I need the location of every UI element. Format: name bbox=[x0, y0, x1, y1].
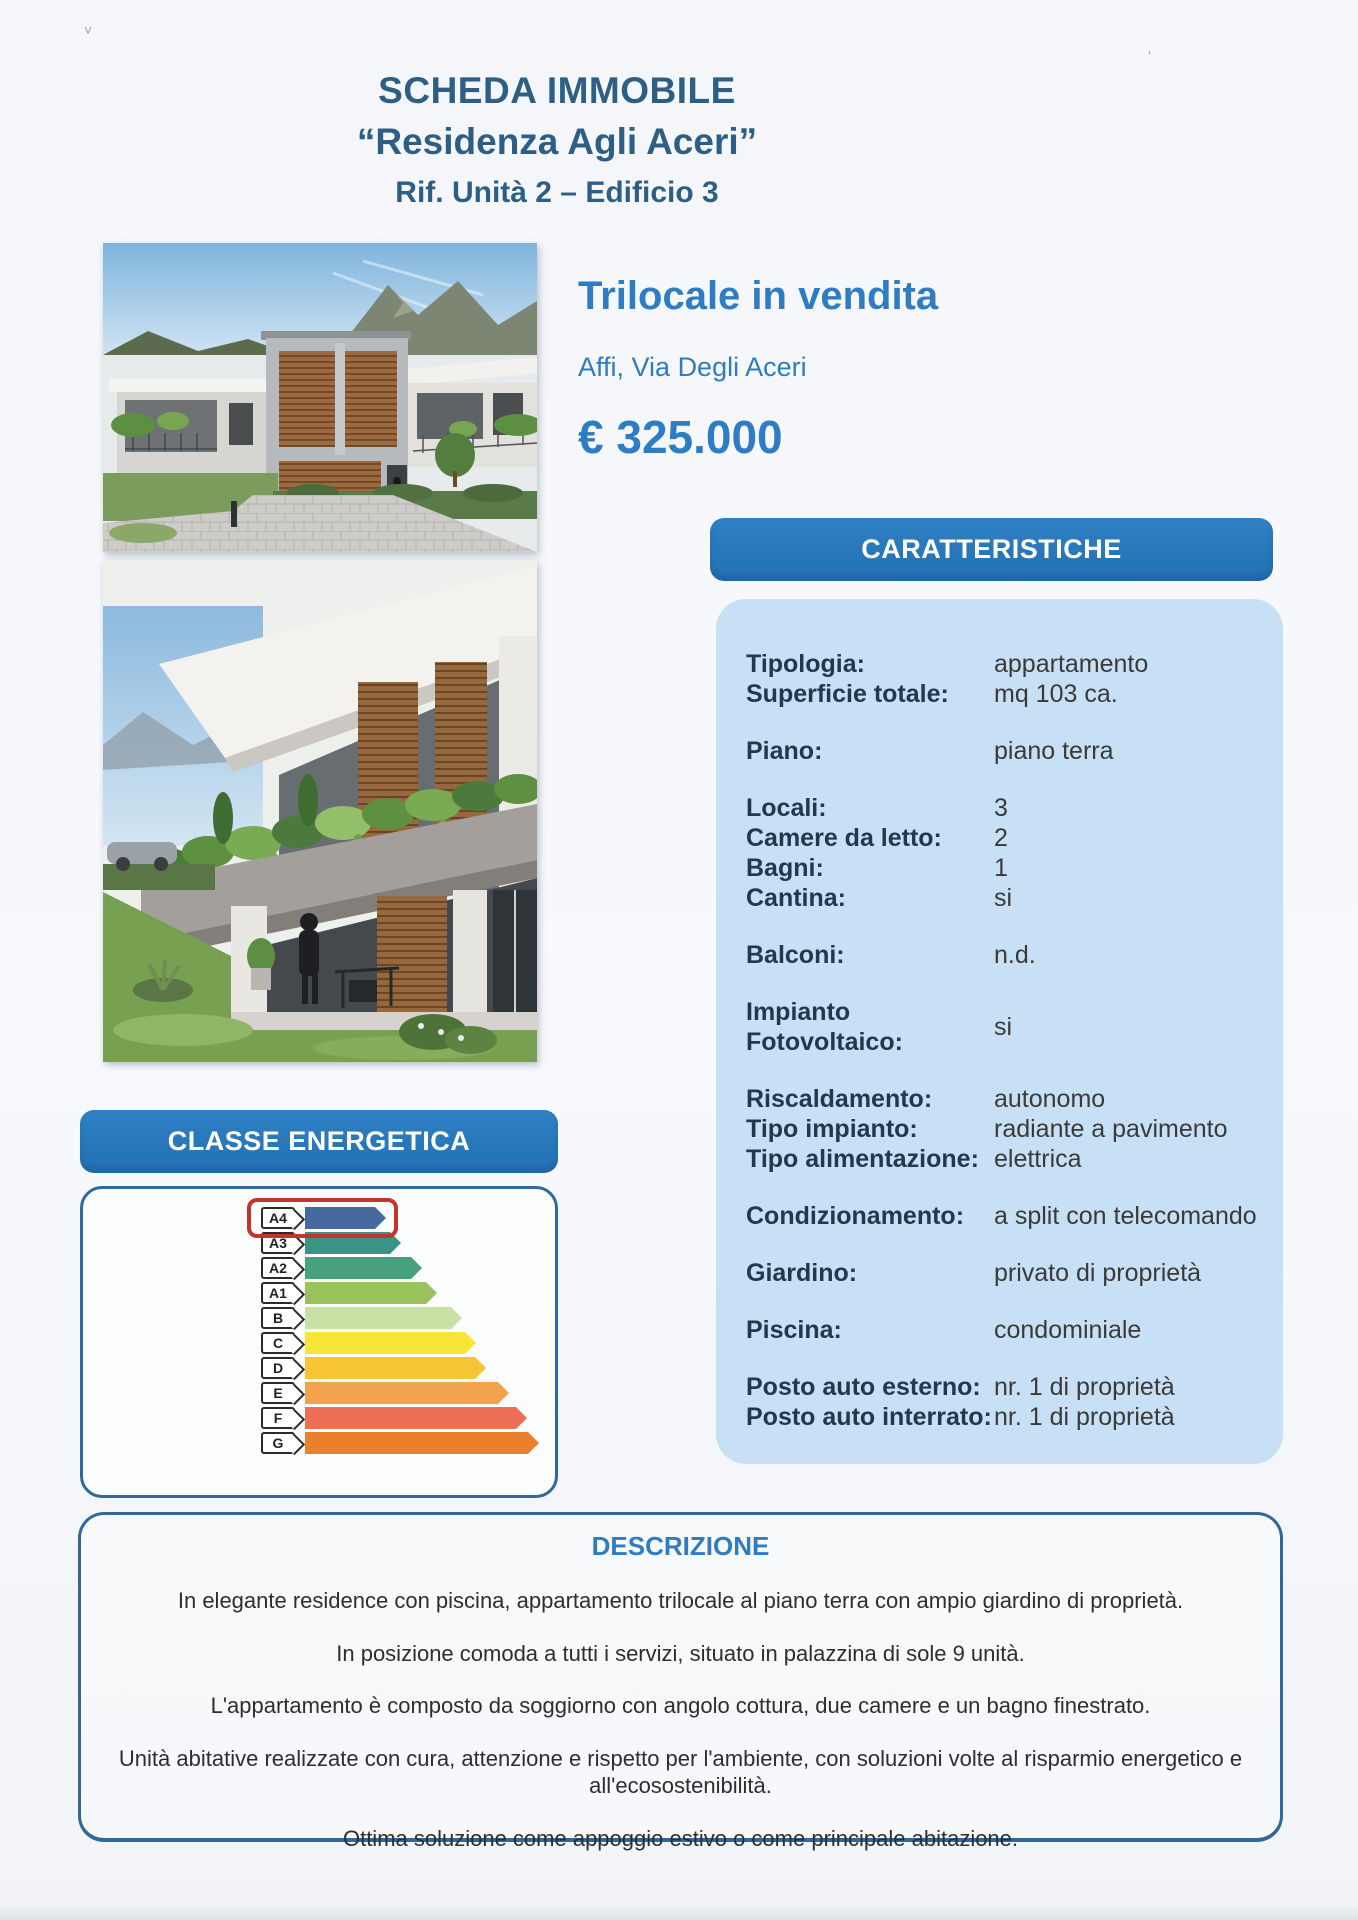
bollard bbox=[231, 501, 237, 527]
energy-class-letter: A4 bbox=[261, 1207, 295, 1229]
energy-class-bar bbox=[305, 1432, 539, 1454]
characteristic-label: Bagni: bbox=[746, 854, 824, 882]
energy-class-bar bbox=[305, 1357, 486, 1379]
scan-artifact: ʻ bbox=[1148, 48, 1152, 64]
characteristic-value: 3 bbox=[994, 794, 1008, 822]
description-paragraphs bbox=[81, 1587, 1280, 1852]
characteristics-group bbox=[746, 1315, 1267, 1345]
characteristic-label: Camere da letto: bbox=[746, 824, 942, 852]
property-photo-exterior bbox=[103, 243, 537, 552]
small-tree-trunk bbox=[453, 471, 457, 487]
characteristic-label: Condizionamento: bbox=[746, 1202, 965, 1230]
characteristics-group bbox=[746, 997, 1267, 1057]
energy-class-bar bbox=[305, 1307, 462, 1329]
energy-class-bar bbox=[305, 1282, 437, 1304]
characteristic-value: autonomo bbox=[994, 1085, 1106, 1113]
characteristics-group bbox=[746, 736, 1267, 766]
characteristic-value: elettrica bbox=[994, 1145, 1082, 1173]
characteristic-row bbox=[746, 823, 1267, 853]
energy-class-row-b bbox=[261, 1307, 539, 1329]
lawn-light-patch bbox=[113, 1014, 253, 1046]
characteristic-value: piano terra bbox=[994, 737, 1114, 765]
scan-edge-shadow bbox=[0, 1904, 1358, 1920]
characteristic-row bbox=[746, 853, 1267, 883]
characteristic-value: appartamento bbox=[994, 650, 1149, 678]
characteristic-label: Tipo alimentazione: bbox=[746, 1145, 979, 1173]
description-box bbox=[78, 1512, 1283, 1851]
characteristic-row bbox=[746, 736, 1267, 766]
page-subtitle: “Residenza Agli Aceri” bbox=[356, 121, 758, 162]
description-paragraph: Unità abitative realizzate con cura, attenzione e rispetto per l'ambiente, con soluzioni volte al risparmio energetico e all'ecosostenibilità. bbox=[118, 1745, 1243, 1798]
energy-class-bar bbox=[305, 1257, 422, 1279]
energy-class-row-f bbox=[261, 1407, 539, 1429]
description-header: DESCRIZIONE bbox=[591, 1531, 770, 1561]
characteristics-group bbox=[746, 793, 1267, 913]
characteristics-group bbox=[746, 1084, 1267, 1174]
characteristics-group bbox=[746, 1201, 1267, 1231]
characteristic-value: nr. 1 di proprietà bbox=[994, 1403, 1175, 1431]
title-block bbox=[0, 70, 1114, 210]
energy-class-letter: E bbox=[261, 1382, 295, 1404]
description-paragraph: L'appartamento è composto da soggiorno con angolo cottura, due camere e un bagno finestrato. bbox=[210, 1693, 1151, 1718]
energy-class-row-a4 bbox=[261, 1207, 539, 1229]
characteristic-value: radiante a pavimento bbox=[994, 1115, 1228, 1143]
page-reference: Rif. Unità 2 – Edificio 3 bbox=[395, 176, 719, 209]
characteristic-value: n.d. bbox=[994, 941, 1036, 969]
energy-class-rows bbox=[261, 1207, 539, 1457]
characteristic-label: Riscaldamento: bbox=[746, 1085, 933, 1113]
energy-class-letter: A1 bbox=[261, 1282, 295, 1304]
characteristic-value: si bbox=[994, 1013, 1013, 1041]
small-tree bbox=[435, 433, 475, 477]
characteristic-label: Tipo impianto: bbox=[746, 1115, 918, 1143]
scan-artifact: ˅ bbox=[84, 22, 93, 38]
energy-class-header: CLASSE ENERGETICA bbox=[80, 1110, 558, 1173]
description-paragraph: Ottima soluzione come appoggio estivo o come principale abitazione. bbox=[342, 1825, 1019, 1851]
characteristic-label: Tipologia: bbox=[746, 650, 865, 678]
characteristic-label: Posto auto interrato: bbox=[746, 1403, 992, 1431]
listing-price: € 325.000 bbox=[578, 411, 783, 463]
energy-class-box bbox=[80, 1186, 558, 1498]
characteristic-row bbox=[746, 1258, 1267, 1288]
energy-class-letter: D bbox=[261, 1357, 295, 1379]
characteristics-group bbox=[746, 1372, 1267, 1432]
description-paragraph: In posizione comoda a tutti i servizi, situato in palazzina di sole 9 unità. bbox=[336, 1640, 1025, 1666]
energy-class-row-a2 bbox=[261, 1257, 539, 1279]
characteristic-row bbox=[746, 997, 1267, 1057]
listing-title: Trilocale in vendita bbox=[578, 274, 939, 318]
hedge-top bbox=[463, 484, 523, 502]
characteristic-label: Giardino: bbox=[746, 1259, 858, 1287]
characteristics-panel bbox=[716, 599, 1283, 1464]
characteristic-value: privato di proprietà bbox=[994, 1259, 1202, 1287]
characteristic-row bbox=[746, 1144, 1267, 1174]
characteristic-row bbox=[746, 1372, 1267, 1402]
energy-class-letter: F bbox=[261, 1407, 295, 1429]
characteristic-value: 1 bbox=[994, 854, 1008, 882]
characteristic-value: si bbox=[994, 884, 1013, 912]
energy-class-letter: G bbox=[261, 1432, 295, 1454]
characteristic-value: a split con telecomando bbox=[994, 1202, 1257, 1230]
characteristic-row bbox=[746, 1315, 1267, 1345]
garden-render-illustration bbox=[103, 560, 537, 1062]
characteristic-row bbox=[746, 1084, 1267, 1114]
energy-class-letter: C bbox=[261, 1332, 295, 1354]
characteristic-value: mq 103 ca. bbox=[994, 680, 1118, 708]
energy-class-highlight bbox=[247, 1198, 398, 1238]
property-photo-garden bbox=[103, 560, 537, 1062]
balcony-plants bbox=[157, 412, 189, 430]
characteristic-label: Piscina: bbox=[746, 1316, 842, 1344]
characteristic-row bbox=[746, 649, 1267, 679]
energy-class-letter: A2 bbox=[261, 1257, 295, 1279]
energy-class-bar bbox=[305, 1332, 476, 1354]
characteristic-value: condominiale bbox=[994, 1316, 1142, 1344]
energy-class-bar bbox=[305, 1382, 509, 1404]
energy-class-row-d bbox=[261, 1357, 539, 1379]
characteristic-label: Impianto Fotovoltaico: bbox=[746, 998, 903, 1056]
grass-patch bbox=[109, 523, 177, 543]
characteristic-label: Balconi: bbox=[746, 941, 845, 969]
characteristic-row bbox=[746, 1114, 1267, 1144]
characteristic-label: Posto auto esterno: bbox=[746, 1373, 981, 1401]
energy-class-row-a1 bbox=[261, 1282, 539, 1304]
energy-class-row-g bbox=[261, 1432, 539, 1454]
characteristic-label: Locali: bbox=[746, 794, 827, 822]
balcony-plants bbox=[111, 413, 155, 437]
listing-location: Affi, Via Degli Aceri bbox=[578, 352, 807, 382]
ground-slat-panel bbox=[377, 896, 447, 1026]
characteristics-group bbox=[746, 649, 1267, 709]
tower-mullion bbox=[335, 343, 345, 455]
description-paragraph: In elegante residence con piscina, appartamento trilocale al piano terra con ampio giardino di proprietà. bbox=[177, 1588, 1184, 1613]
energy-class-letter: B bbox=[261, 1307, 295, 1329]
characteristic-label: Cantina: bbox=[746, 884, 846, 912]
characteristic-label: Superficie totale: bbox=[746, 680, 949, 708]
characteristic-row bbox=[746, 1402, 1267, 1432]
characteristic-row bbox=[746, 883, 1267, 913]
energy-class-bar bbox=[305, 1407, 527, 1429]
characteristic-row bbox=[746, 679, 1267, 709]
characteristics-group bbox=[746, 940, 1267, 970]
characteristic-row bbox=[746, 793, 1267, 823]
characteristic-row bbox=[746, 1201, 1267, 1231]
patio-column bbox=[453, 890, 487, 1026]
characteristic-value: 2 bbox=[994, 824, 1008, 852]
person-figure bbox=[393, 477, 401, 485]
energy-class-row-e bbox=[261, 1382, 539, 1404]
characteristic-row bbox=[746, 940, 1267, 970]
left-wing-window bbox=[229, 403, 253, 445]
tower-slats-right bbox=[345, 351, 397, 447]
characteristics-header: CARATTERISTICHE bbox=[710, 518, 1273, 581]
left-wing-fascia bbox=[109, 379, 293, 392]
tower-slats-left bbox=[279, 351, 335, 447]
energy-class-letter: A3 bbox=[261, 1232, 295, 1254]
page-title: SCHEDA IMMOBILE bbox=[378, 70, 736, 111]
potted-plant bbox=[247, 938, 275, 990]
exterior-render-illustration bbox=[103, 243, 537, 552]
energy-class-row-c bbox=[261, 1332, 539, 1354]
characteristic-value: nr. 1 di proprietà bbox=[994, 1373, 1175, 1401]
characteristic-label: Piano: bbox=[746, 737, 823, 765]
characteristics-group bbox=[746, 1258, 1267, 1288]
